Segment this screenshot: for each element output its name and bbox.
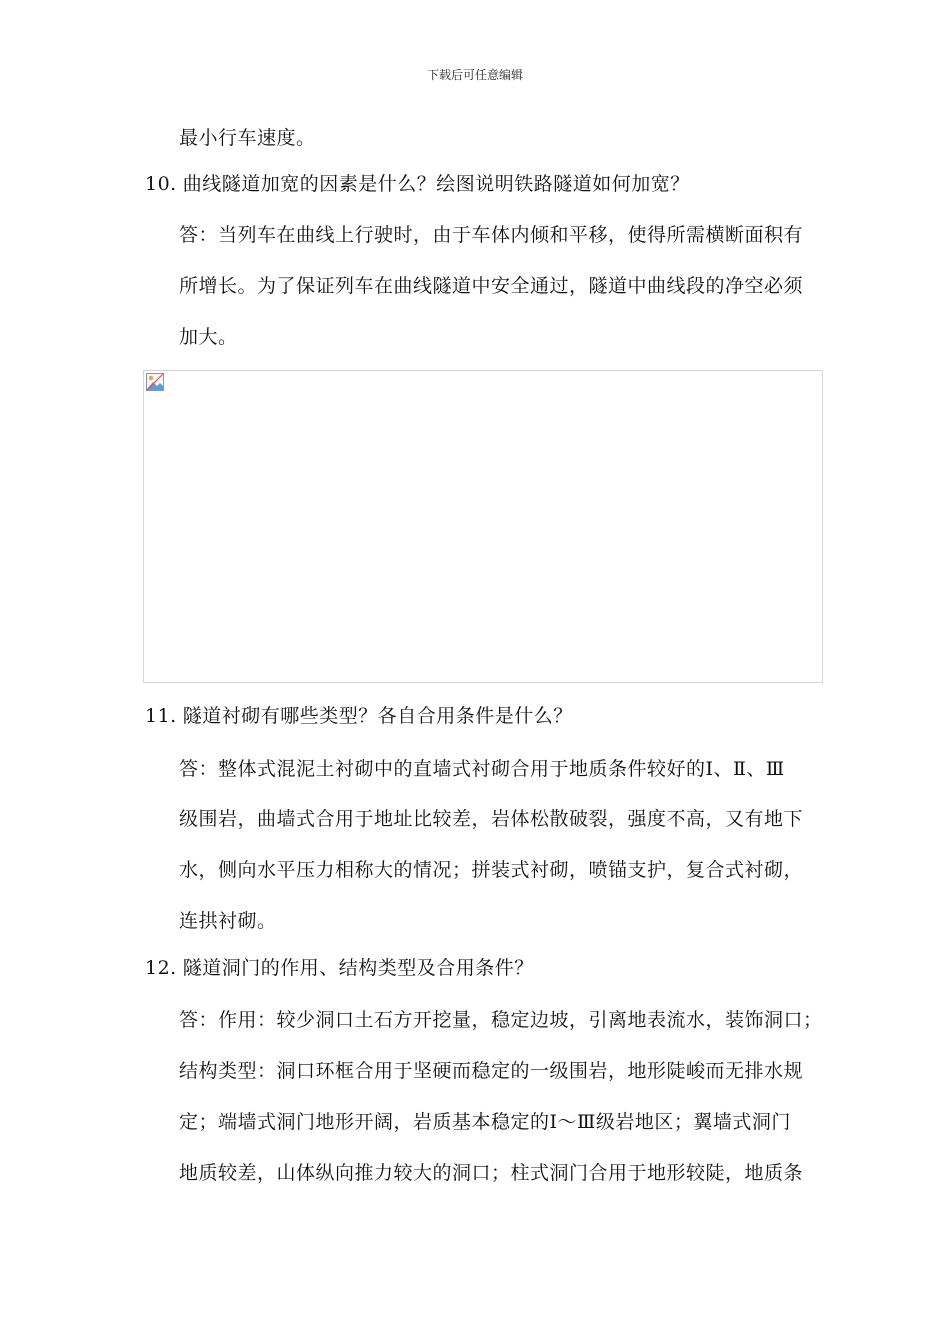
answer-line: 加大。 [179, 326, 238, 348]
answer-line: 结构类型：洞口环框合用于坚硬而稳定的一级围岩，地形陡峻而无排水规 [179, 1060, 804, 1082]
answer-line: 最小行车速度。 [179, 127, 316, 149]
question-12 [145, 956, 534, 980]
answer-line: 答：当列车在曲线上行驶时，由于车体内倾和平移，使得所需横断面积有 [179, 224, 804, 246]
question-number: 12. [145, 957, 177, 979]
answer-line: 级围岩，曲墙式合用于地址比较差，岩体松散破裂，强度不高，又有地下 [179, 808, 804, 830]
question-10 [145, 172, 690, 196]
question-text: 曲线隧道加宽的因素是什么？绘图说明铁路隧道如何加宽？ [182, 173, 690, 195]
answer-line: 所增长。为了保证列车在曲线隧道中安全通过，隧道中曲线段的净空必须 [179, 275, 804, 297]
answer-line: 定；端墙式洞门地形开阔，岩质基本稳定的Ⅰ～Ⅲ级岩地区；翼墙式洞门 [179, 1111, 791, 1133]
question-text: 隧道衬砌有哪些类型？各自合用条件是什么？ [182, 705, 573, 727]
answer-line: 答：整体式混泥土衬砌中的直墙式衬砌合用于地质条件较好的Ⅰ、Ⅱ、Ⅲ [179, 758, 785, 780]
question-number: 11. [145, 705, 177, 727]
question-text: 隧道洞门的作用、结构类型及合用条件？ [182, 957, 534, 979]
figure-placeholder [143, 370, 823, 683]
answer-line: 答：作用：较少洞口土石方开挖量，稳定边坡，引离地表流水，装饰洞口； [179, 1009, 823, 1031]
answer-line: 地质较差，山体纵向推力较大的洞口；柱式洞门合用于地形较陡，地质条 [179, 1162, 804, 1184]
answer-line: 水，侧向水平压力相称大的情况；拼装式衬砌，喷锚支护，复合式衬砌， [179, 859, 804, 881]
broken-image-icon [146, 373, 164, 391]
answer-line: 连拱衬砌。 [179, 910, 277, 932]
question-number: 10. [145, 173, 177, 195]
question-11 [145, 704, 573, 728]
page-header: 下载后可任意编辑 [426, 68, 523, 82]
